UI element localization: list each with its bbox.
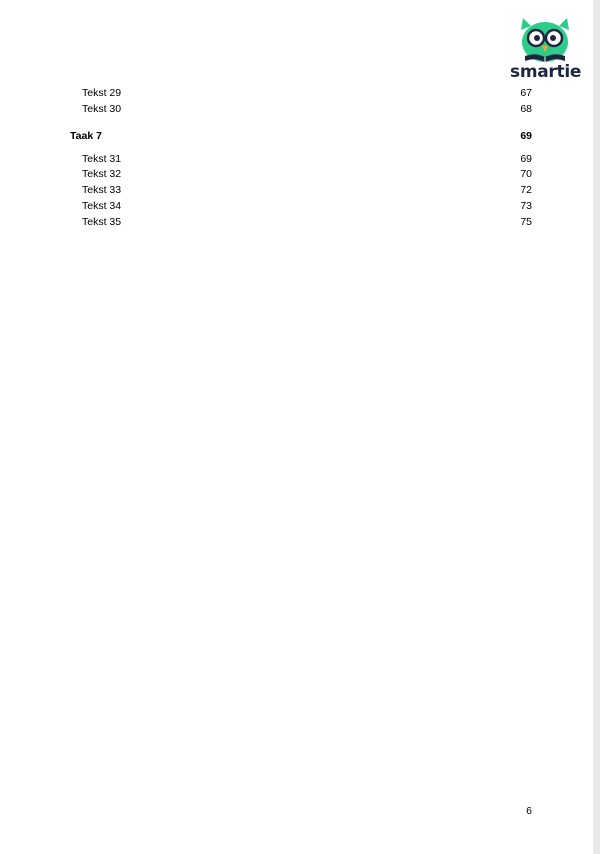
smartie-logo — [510, 14, 580, 84]
toc-entry-page: 69 — [520, 153, 532, 165]
toc-entry-label: Tekst 32 — [82, 168, 122, 180]
page-number: 6 — [526, 805, 532, 817]
toc-entry-page: 72 — [520, 184, 532, 196]
toc-entry[interactable] — [0, 101, 600, 117]
logo-wordmark: smartie — [510, 62, 582, 82]
toc-entry-label: Tekst 35 — [82, 216, 122, 228]
toc-entry-page: 73 — [520, 200, 532, 212]
toc-entry-label: Tekst 30 — [82, 103, 122, 115]
toc-entry-label: Tekst 34 — [82, 200, 122, 212]
toc-entry[interactable] — [0, 166, 600, 182]
toc-entry-page: 68 — [520, 103, 532, 115]
toc-entry-label: Tekst 29 — [82, 87, 122, 99]
toc-entry[interactable] — [0, 151, 600, 167]
toc-entry-page: 67 — [520, 87, 532, 99]
toc-entry[interactable] — [0, 85, 600, 101]
toc-section-label: Taak 7 — [70, 130, 102, 142]
toc-entry[interactable] — [0, 198, 600, 214]
owl-reading-book-icon — [517, 14, 573, 66]
toc-entry-label: Tekst 31 — [82, 153, 122, 165]
toc-section-heading[interactable] — [0, 128, 600, 144]
toc-section-page: 69 — [520, 130, 532, 142]
toc-entry[interactable] — [0, 214, 600, 230]
toc-entry-label: Tekst 33 — [82, 184, 122, 196]
toc-entry-page: 70 — [520, 168, 532, 180]
toc-entry-page: 75 — [520, 216, 532, 228]
toc-entry[interactable] — [0, 182, 600, 198]
